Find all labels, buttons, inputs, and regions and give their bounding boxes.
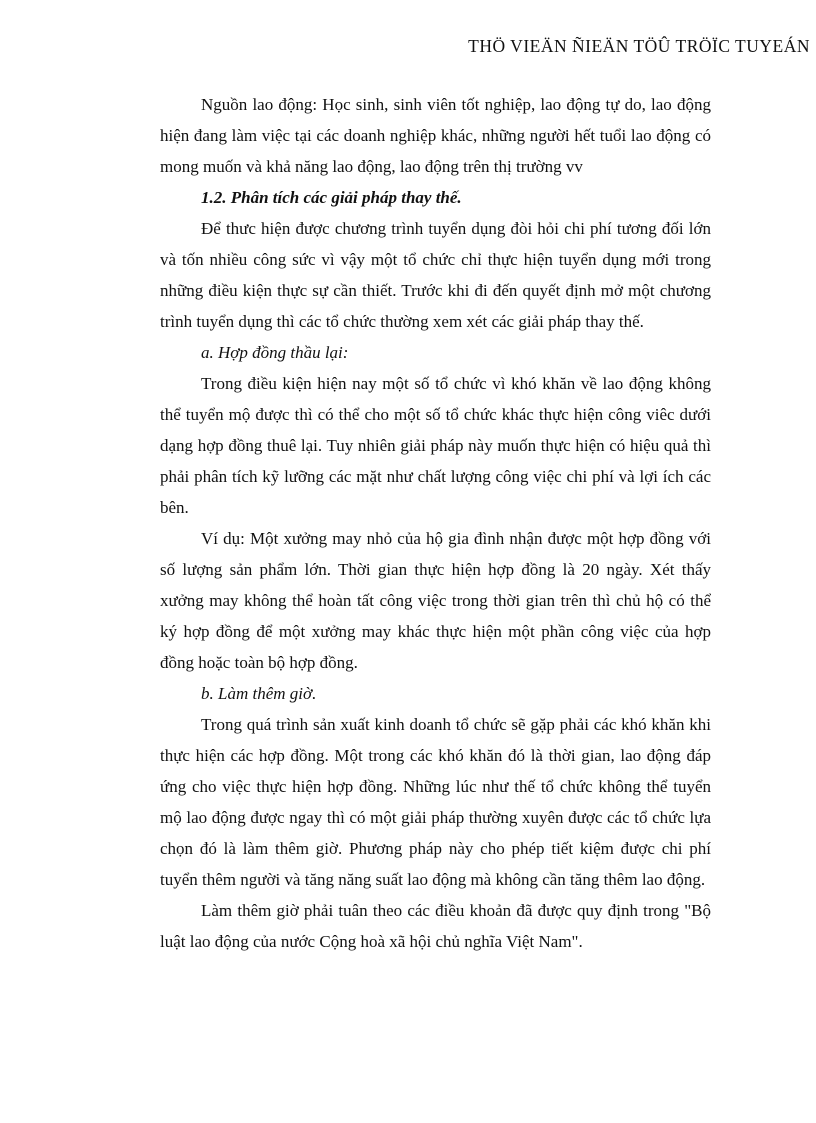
subheading-subcontract: a. Hợp đồng thầu lại:: [201, 343, 349, 362]
subheading-overtime: b. Làm thêm giờ.: [201, 684, 317, 703]
section-heading: 1.2. Phân tích các giải pháp thay thế.: [201, 188, 462, 207]
paragraph-labor-law: Làm thêm giờ phải tuân theo các điều khoản đã được quy định trong "Bộ luật lao động của nước Cộng hoà xã hội chủ nghĩa Việt Nam".: [160, 901, 711, 951]
paragraph-example: Ví dụ: Một xưởng may nhỏ của hộ gia đình nhận được một hợp đồng với số lượng sản phẩm lớn. Thời gian thực hiện hợp đồng là 20 ngày. Xét thấy xưởng may không thể hoàn tất công việc trong thời gian trên thì chủ hộ có thể ký hợp đồng để một xưởng may khác thực hiện một phần công việc của hợp đồng hoặc toàn bộ hợp đồng.: [160, 529, 711, 672]
page-header: THÖ VIEÄN ÑIEÄN TÖÛ TRÖÏC TUYEÁN: [468, 36, 810, 56]
document-body: [160, 89, 711, 957]
paragraph-labor-sources: Nguồn lao động: Học sinh, sinh viên tốt nghiệp, lao động tự do, lao động hiện đang làm việc tại các doanh nghiệp khác, những người hết tuổi lao động có mong muốn và khả năng lao động, lao động trên thị trường vv: [160, 95, 711, 176]
paragraph-recruitment-cost: Để thưc hiện được chương trình tuyển dụng đòi hỏi chi phí tương đối lớn và tốn nhiều công sức vì vậy một tổ chức chỉ thực hiện tuyển dụng mới trong những điều kiện thực sự cần thiết. Trước khi đi đến quyết định mở một chương trình tuyển dụng thì các tổ chức thường xem xét các giải pháp thay thế.: [160, 219, 711, 331]
paragraph-overtime: Trong quá trình sản xuất kinh doanh tổ chức sẽ gặp phải các khó khăn khi thực hiện các hợp đồng. Một trong các khó khăn đó là thời gian, lao động đáp ứng cho việc thực hiện hợp đồng. Những lúc như thế tổ chức không thể tuyển mộ lao động được ngay thì có một giải pháp thường xuyên được các tổ chức lựa chọn đó là làm thêm giờ. Phương pháp này cho phép tiết kiệm được chi phí tuyển thêm người và tăng năng suất lao động mà không cần tăng thêm lao động.: [160, 715, 711, 889]
paragraph-subcontract: Trong điều kiện hiện nay một số tổ chức vì khó khăn về lao động không thể tuyển mộ được thì có thể cho một số tổ chức khác thực hiện công viêc dưới dạng hợp đồng thuê lại. Tuy nhiên giải pháp này muốn thực hiện có hiệu quả thì phải phân tích kỹ lưỡng các mặt như chất lượng công việc chi phí và lợi ích các bên.: [160, 374, 711, 517]
